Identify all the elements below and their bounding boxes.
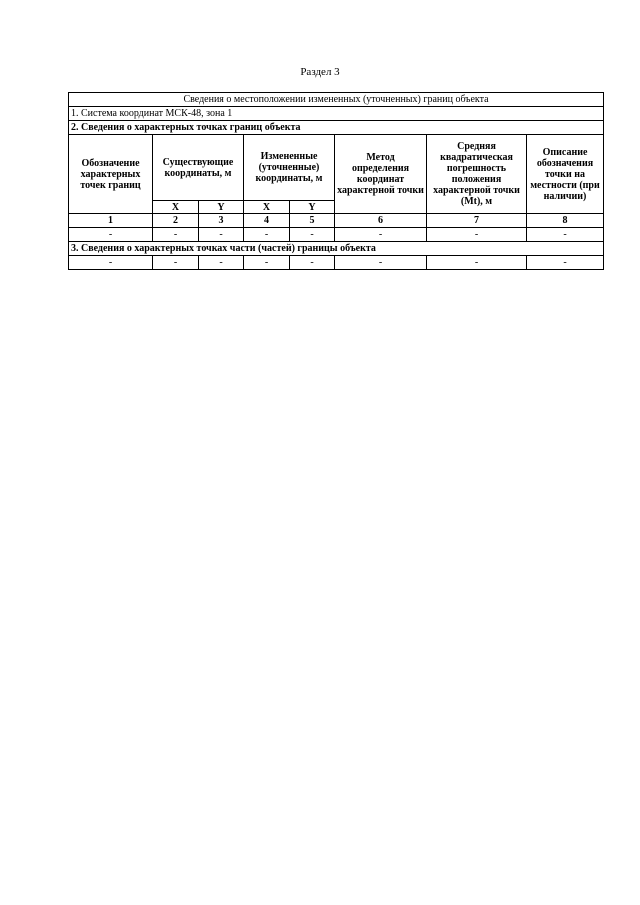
table-cell: - <box>69 228 153 242</box>
table-cell: - <box>199 228 244 242</box>
col-header-changed-coords: Измененные (уточненные) координаты, м <box>244 135 335 201</box>
boundary-table <box>68 92 604 270</box>
col-header-point-designation: Обозначение характерных точек границ <box>69 135 153 214</box>
col-header-x: X <box>153 201 199 214</box>
table-cell: - <box>69 256 153 270</box>
column-number: 1 <box>69 214 153 228</box>
table-cell: - <box>153 256 199 270</box>
col-header-y: Y <box>290 201 335 214</box>
section-title: Раздел 3 <box>300 66 340 78</box>
table-cell: - <box>244 228 290 242</box>
column-numbers-row <box>69 214 604 228</box>
column-number: 4 <box>244 214 290 228</box>
col-header-x: X <box>244 201 290 214</box>
col-header-existing-coords: Существующие координаты, м <box>153 135 244 201</box>
table-cell: - <box>199 256 244 270</box>
table-cell: - <box>427 228 527 242</box>
table-cell: - <box>244 256 290 270</box>
column-number: 2 <box>153 214 199 228</box>
coordinate-system-row: 1. Система координат МСК-48, зона 1 <box>69 107 604 121</box>
table-row <box>69 228 604 242</box>
table-cell: - <box>290 256 335 270</box>
col-header-y: Y <box>199 201 244 214</box>
col-header-description: Описание обозначения точки на местности (при наличии) <box>527 135 604 214</box>
table-cell: - <box>427 256 527 270</box>
table-cell: - <box>290 228 335 242</box>
table-cell: - <box>153 228 199 242</box>
col-header-error: Средняя квадратическая погрешность положения характерной точки (Mt), м <box>427 135 527 214</box>
table-cell: - <box>335 228 427 242</box>
table-title: Сведения о местоположении измененных (уточненных) границ объекта <box>69 93 604 107</box>
column-number: 6 <box>335 214 427 228</box>
part-section-row: 3. Сведения о характерных точках части (частей) границы объекта <box>69 242 604 256</box>
points-section-row: 2. Сведения о характерных точках границ объекта <box>69 121 604 135</box>
column-number: 5 <box>290 214 335 228</box>
column-number: 8 <box>527 214 604 228</box>
column-number: 3 <box>199 214 244 228</box>
column-number: 7 <box>427 214 527 228</box>
table-cell: - <box>527 228 604 242</box>
table-cell: - <box>335 256 427 270</box>
col-header-method: Метод определения координат характерной точки <box>335 135 427 214</box>
table-row <box>69 256 604 270</box>
table-cell: - <box>527 256 604 270</box>
